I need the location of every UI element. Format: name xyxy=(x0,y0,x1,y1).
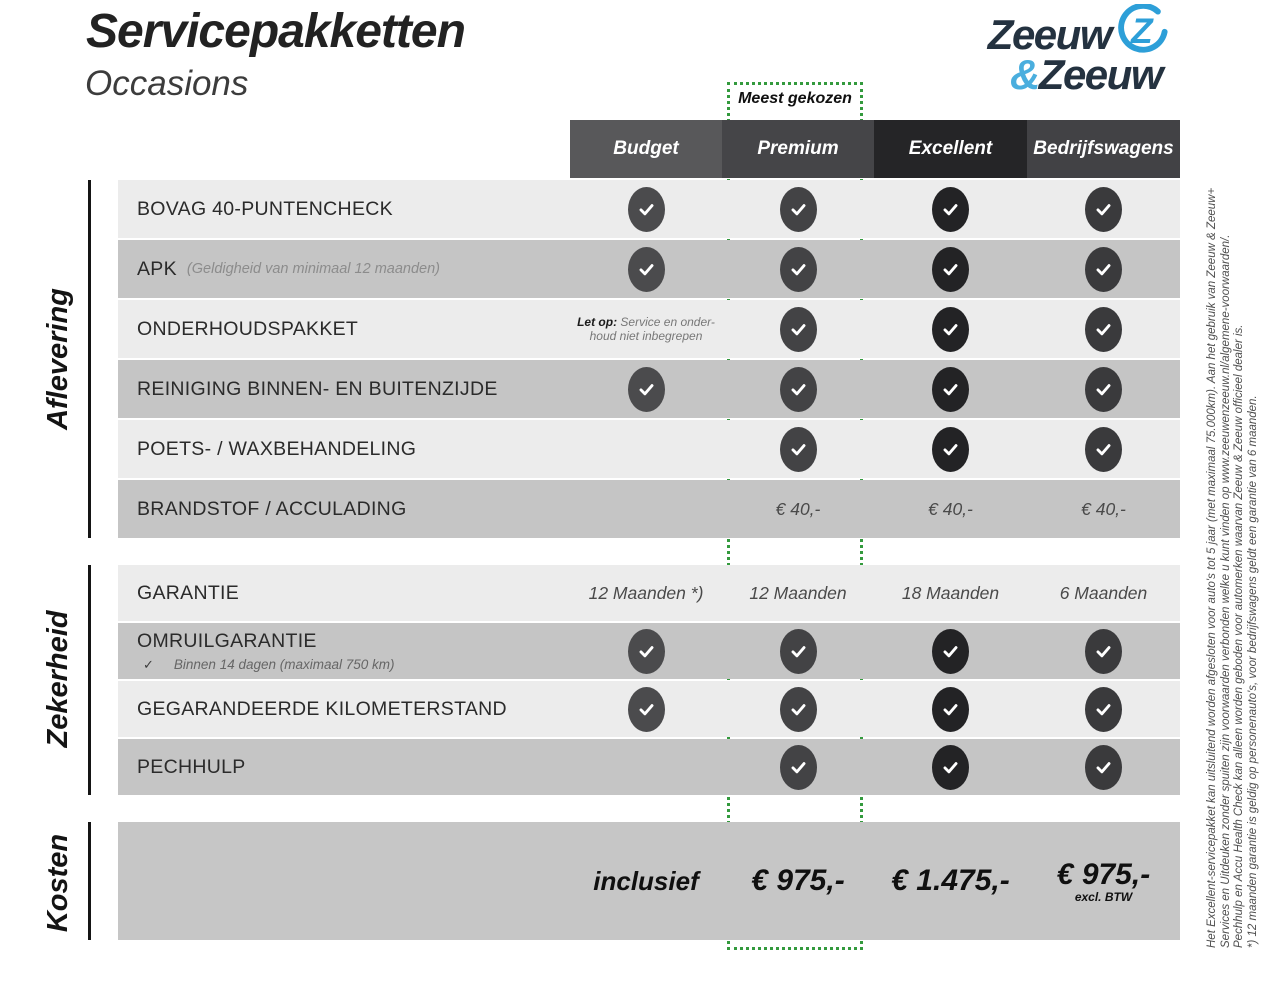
check-icon xyxy=(1085,187,1122,232)
logo-word-zeeuw-2: Zeeuw xyxy=(1038,51,1162,98)
warranty-value: 6 Maanden xyxy=(1059,582,1148,603)
row-note: (Geldigheid van minimaal 12 maanden) xyxy=(186,261,441,277)
section-label-aflevering: Aflevering xyxy=(42,288,74,430)
kosten-premium-price: € 975,- xyxy=(751,864,845,897)
check-icon xyxy=(780,427,817,472)
check-icon xyxy=(780,367,817,412)
check-icon xyxy=(932,367,969,412)
check-icon xyxy=(932,629,969,674)
small-check-icon: ✓ xyxy=(143,656,154,672)
page-subtitle: Occasions xyxy=(85,64,249,103)
table-row xyxy=(118,180,1180,238)
row-label: GEGARANDEERDE KILOMETERSTAND xyxy=(137,697,507,720)
row-label: BOVAG 40-PUNTENCHECK xyxy=(137,197,393,220)
price-value: € 40,- xyxy=(928,498,973,519)
check-icon xyxy=(1085,427,1122,472)
check-icon xyxy=(1085,687,1122,732)
note-text-line2: houd niet inbegrepen xyxy=(589,329,703,343)
price-value: € 40,- xyxy=(1081,498,1126,519)
logo-word-zeeuw: Zeeuw xyxy=(987,10,1111,58)
section-bar-zekerheid xyxy=(88,565,91,795)
row-label: OMRUILGARANTIE xyxy=(137,629,317,652)
check-icon xyxy=(628,247,665,292)
check-icon xyxy=(780,629,817,674)
check-icon xyxy=(932,247,969,292)
fine-print xyxy=(1206,118,1262,948)
check-icon xyxy=(932,187,969,232)
section-bar-kosten xyxy=(88,822,91,940)
column-header-bedrijfswagens: Bedrijfswagens xyxy=(1027,120,1180,178)
warranty-value: 12 Maanden xyxy=(749,582,847,603)
check-icon xyxy=(780,247,817,292)
check-icon xyxy=(1085,247,1122,292)
check-icon xyxy=(628,187,665,232)
check-icon xyxy=(628,687,665,732)
kosten-excellent-price: € 1.475,- xyxy=(891,864,1010,897)
check-icon xyxy=(1085,307,1122,352)
table-row xyxy=(118,565,1180,621)
kosten-budget-value: inclusief xyxy=(593,865,699,896)
note-text-line1: Service en onder- xyxy=(620,314,715,329)
table-row xyxy=(118,300,1180,358)
column-header-premium: Premium xyxy=(722,120,874,178)
note-bold-label: Let op: xyxy=(577,314,618,329)
row-label: APK xyxy=(137,257,177,280)
table-header-row xyxy=(118,120,1180,178)
row-sub-note xyxy=(137,657,395,673)
row-label: POETS- / WAXBEHANDELING xyxy=(137,437,417,460)
warranty-value: 12 Maanden *) xyxy=(588,582,704,603)
table-row xyxy=(118,739,1180,795)
warranty-value: 18 Maanden xyxy=(901,582,1000,603)
row-label: GARANTIE xyxy=(137,581,240,604)
section-label-kosten: Kosten xyxy=(42,833,74,933)
fine-print-line-3: Pechhulp en Accu Health Check kan alleen worden geboden voor automerken waarvan Zeeuw & Zeeuw officieel dealer is. xyxy=(1233,324,1245,948)
empty-cell xyxy=(118,822,570,940)
row-label: ONDERHOUDSPAKKET xyxy=(137,317,359,340)
check-icon xyxy=(1085,367,1122,412)
fine-print-line-2: Services en Uitdeuken zonder spuiten zijn voorwaarden verbonden welke u kunt vinden op www.zeeuwenzeeuw.nl/algemene-voorwaarden/. xyxy=(1219,234,1232,948)
kosten-bedrijfswagens-price: € 975,- xyxy=(1056,858,1151,891)
empty-cell xyxy=(570,480,722,538)
check-icon xyxy=(780,687,817,732)
sub-note-text: Binnen 14 dagen (maximaal 750 km) xyxy=(173,656,395,672)
excl-btw-note: excl. BTW xyxy=(1074,890,1133,904)
budget-note xyxy=(570,300,722,358)
empty-cell xyxy=(570,420,722,478)
table-row xyxy=(118,480,1180,538)
row-label: PECHHULP xyxy=(137,755,246,778)
table-row xyxy=(118,360,1180,418)
row-label: BRANDSTOF / ACCULADING xyxy=(137,497,407,520)
check-icon xyxy=(932,427,969,472)
check-icon xyxy=(628,629,665,674)
table-row xyxy=(118,681,1180,737)
check-icon xyxy=(932,307,969,352)
table-row xyxy=(118,623,1180,679)
svg-text:Z: Z xyxy=(1131,10,1153,51)
check-icon xyxy=(628,367,665,412)
row-label: REINIGING BINNEN- EN BUITENZIJDE xyxy=(137,377,498,400)
column-header-excellent: Excellent xyxy=(874,120,1027,178)
fine-print-line-4: *) 12 maanden garantie is geldig op personenauto's, voor bedrijfswagens geldt een garantie van 6 maanden. xyxy=(1246,395,1259,948)
zeeuw-zeeuw-logo xyxy=(980,6,1170,99)
logo-ampersand: & xyxy=(1009,51,1039,98)
section-label-zekerheid: Zekerheid xyxy=(42,610,74,748)
check-icon xyxy=(1085,629,1122,674)
empty-cell xyxy=(570,739,722,795)
check-icon xyxy=(932,687,969,732)
check-icon xyxy=(780,745,817,790)
column-header-budget: Budget xyxy=(570,120,722,178)
most-chosen-badge: Meest gekozen xyxy=(738,90,852,107)
table-row xyxy=(118,240,1180,298)
kosten-row xyxy=(118,822,1180,940)
page-title: Servicepakketten xyxy=(86,5,465,58)
check-icon xyxy=(780,187,817,232)
table-row xyxy=(118,420,1180,478)
section-bar-aflevering xyxy=(88,180,91,538)
price-value: € 40,- xyxy=(775,498,821,519)
fine-print-line-1: Het Excellent-servicepakket kan uitsluitend worden afgesloten voor auto's tot 5 jaar (met maximaal 75.000km). Aan het gebruik van Zeeuw & Zeeuw+ xyxy=(1206,187,1218,948)
check-icon xyxy=(780,307,817,352)
check-icon xyxy=(1085,745,1122,790)
check-icon xyxy=(932,745,969,790)
